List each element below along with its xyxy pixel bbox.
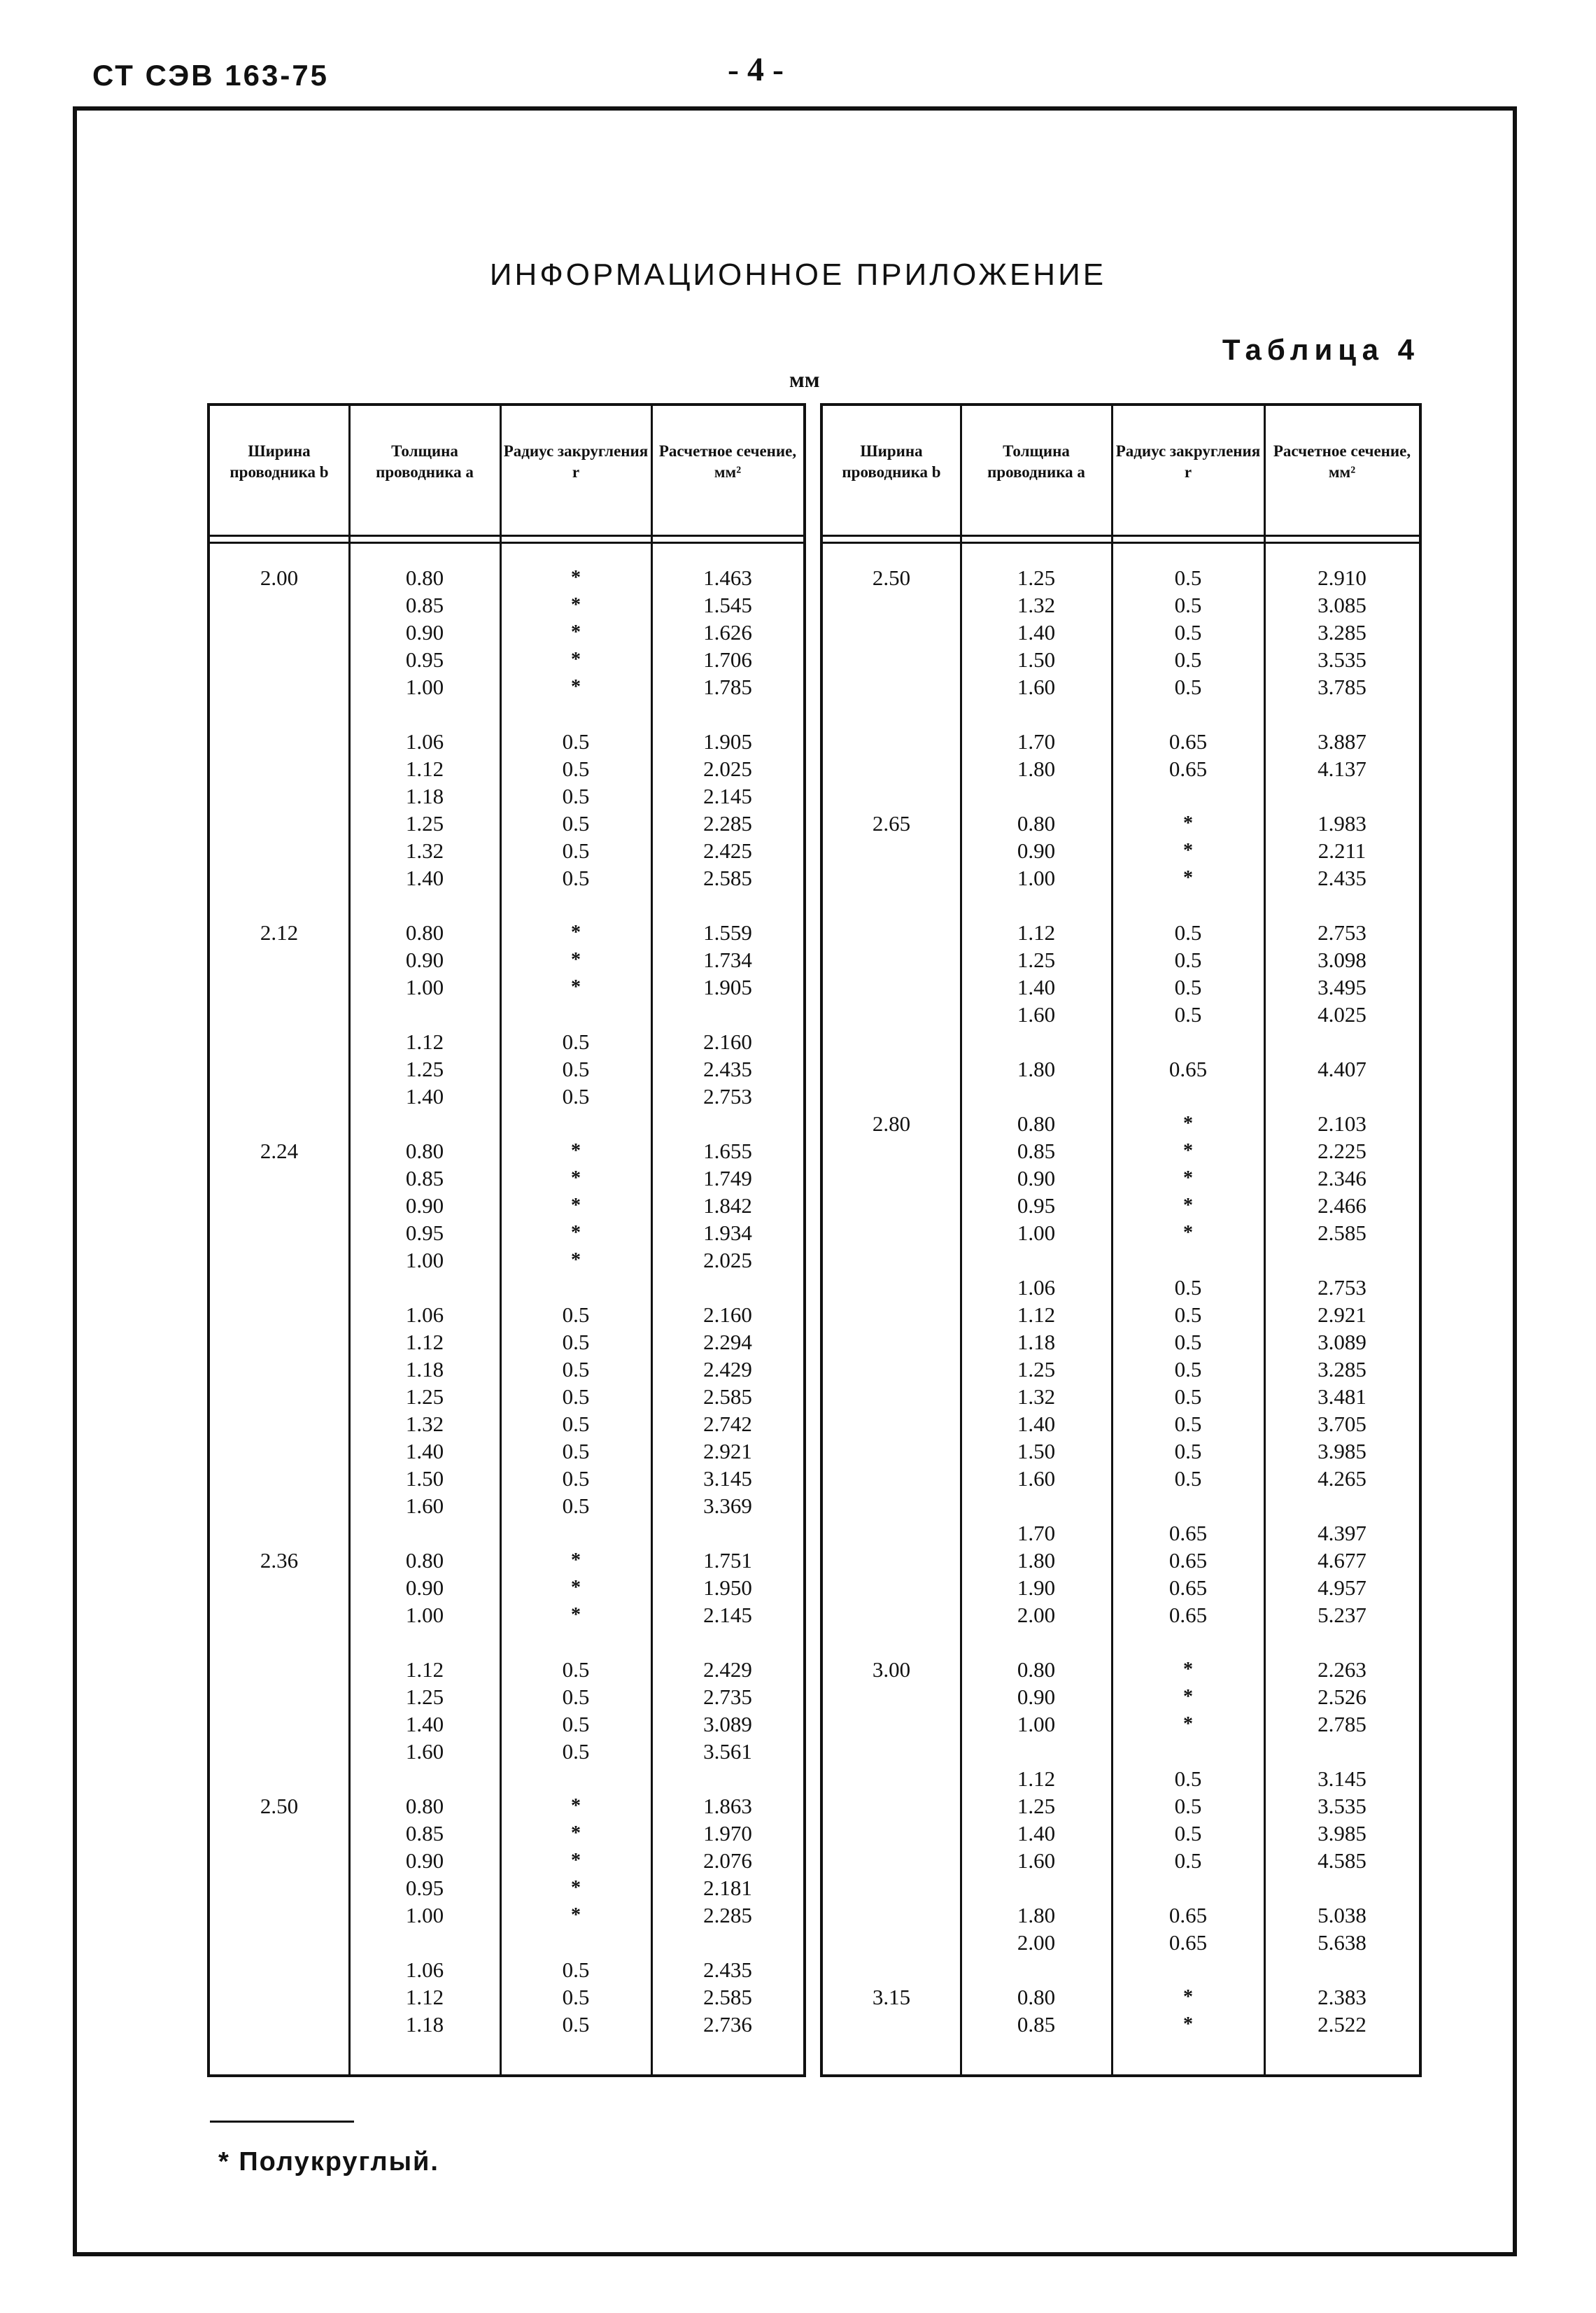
table-cell: 1.06 — [405, 1957, 444, 1982]
table-cell: 0.5 — [562, 1357, 590, 1382]
table-cell: 1.18 — [405, 1357, 444, 1382]
table-cell: 1.12 — [405, 1985, 444, 2009]
table-cell: 3.535 — [1318, 1794, 1367, 1818]
table-cell: 0.5 — [562, 1302, 590, 1327]
table-cell: 2.435 — [703, 1957, 752, 1982]
table-cell: 0.5 — [1174, 593, 1202, 617]
table-cell: 1.80 — [1017, 1057, 1056, 1081]
table-cell: * — [571, 1222, 581, 1244]
table-cell: 0.65 — [1168, 1521, 1208, 1545]
header-width: Ширина проводника b — [229, 442, 329, 481]
footnote-rule — [210, 2121, 354, 2123]
table-cell: 0.5 — [1174, 1848, 1202, 1873]
header-rule — [823, 542, 1419, 544]
table-cell: 0.5 — [562, 1057, 590, 1081]
table-cell: 0.5 — [562, 866, 590, 890]
table-cell: 2.921 — [703, 1439, 752, 1463]
table-cell: 0.80 — [1017, 1985, 1056, 2009]
table-cell: 1.18 — [1017, 1330, 1056, 1354]
table-cell: * — [571, 1877, 581, 1899]
table-cell: 0.5 — [562, 811, 590, 836]
table-cell: 0.5 — [1174, 1821, 1202, 1846]
table-cell: 2.076 — [703, 1848, 752, 1873]
table-cell: 1.32 — [1017, 593, 1056, 617]
table-cell: 2.435 — [703, 1057, 752, 1081]
table-cell: 0.5 — [562, 1384, 590, 1409]
table-cell: 1.70 — [1017, 729, 1056, 754]
table-cell: 1.12 — [405, 1657, 444, 1682]
table-cell: 0.5 — [562, 729, 590, 754]
table-cell: 2.00 — [260, 565, 299, 590]
table-cell: 2.65 — [872, 811, 911, 836]
table-cell: 1.983 — [1318, 811, 1367, 836]
table-cell: 1.06 — [405, 1302, 444, 1327]
table-cell: 0.85 — [405, 593, 444, 617]
table-cell: 2.736 — [703, 2012, 752, 2037]
table-cell: * — [571, 1577, 581, 1598]
table-cell: 4.025 — [1318, 1002, 1367, 1027]
table-cell: 1.80 — [1017, 1548, 1056, 1573]
table-cell: 0.90 — [405, 948, 444, 972]
table-cell: 1.40 — [1017, 620, 1056, 645]
table-cell: 4.407 — [1318, 1057, 1367, 1081]
table-cell: 0.5 — [562, 2012, 590, 2037]
table-cell: 0.90 — [1017, 1685, 1056, 1709]
table-cell: 1.25 — [405, 1057, 444, 1081]
table-cell: 3.985 — [1318, 1439, 1367, 1463]
table-cell: 0.5 — [562, 1985, 590, 2009]
table-cell: 1.12 — [405, 1029, 444, 1054]
table-cell: 0.90 — [405, 1848, 444, 1873]
table-cell: 2.910 — [1318, 565, 1367, 590]
table-cell: 1.90 — [1017, 1575, 1056, 1600]
table-cell: 0.5 — [1174, 1466, 1202, 1491]
table-cell: * — [1183, 1222, 1193, 1244]
table-cell: 3.705 — [1318, 1412, 1367, 1436]
table-cell: 1.25 — [1017, 948, 1056, 972]
table-cell: 1.40 — [405, 866, 444, 890]
table-cell: * — [571, 621, 581, 643]
table-left — [207, 403, 806, 2077]
table-cell: 1.00 — [1017, 1221, 1056, 1245]
table-cell: 2.80 — [872, 1111, 911, 1136]
table-cell: 3.15 — [872, 1985, 911, 2009]
table-cell: 0.5 — [562, 1439, 590, 1463]
table-cell: 3.085 — [1318, 593, 1367, 617]
table-cell: 2.160 — [703, 1302, 752, 1327]
table-cell: 0.80 — [405, 1794, 444, 1818]
table-cell: 0.90 — [405, 620, 444, 645]
table-cell: 1.12 — [1017, 1302, 1056, 1327]
table-cell: 1.06 — [405, 729, 444, 754]
table-cell: 0.80 — [1017, 811, 1056, 836]
table-cell: 2.103 — [1318, 1111, 1367, 1136]
table-cell: 0.65 — [1168, 1930, 1208, 1955]
table-cell: 2.294 — [703, 1330, 752, 1354]
table-cell: 1.905 — [703, 729, 752, 754]
table-cell: 4.137 — [1318, 757, 1367, 781]
table-cell: 1.60 — [1017, 1466, 1056, 1491]
header-width: Ширина проводника b — [842, 442, 941, 481]
table-cell: 0.5 — [1174, 1302, 1202, 1327]
table-cell: 0.5 — [1174, 1766, 1202, 1791]
table-cell: 2.585 — [703, 866, 752, 890]
table-cell: 1.905 — [703, 975, 752, 999]
table-cell: 1.60 — [1017, 1002, 1056, 1027]
unit-label: мм — [789, 367, 820, 392]
table-cell: 3.561 — [703, 1739, 752, 1764]
table-cell: 2.181 — [703, 1876, 752, 1900]
table-cell: 0.5 — [562, 784, 590, 808]
table-cell: 1.25 — [405, 811, 444, 836]
table-cell: 1.40 — [405, 1439, 444, 1463]
table-cell: 2.585 — [703, 1384, 752, 1409]
table-cell: 3.145 — [703, 1466, 752, 1491]
standard-code: СТ СЭВ 163-75 — [92, 59, 330, 92]
table-cell: 3.098 — [1318, 948, 1367, 972]
table-cell: 3.535 — [1318, 647, 1367, 672]
table-cell: 0.5 — [562, 1493, 590, 1518]
table-cell: 3.145 — [1318, 1766, 1367, 1791]
table-cell: 1.00 — [405, 1248, 444, 1272]
table-cell: 1.80 — [1017, 757, 1056, 781]
table-cell: 0.5 — [1174, 1794, 1202, 1818]
table-cell: 3.00 — [872, 1657, 911, 1682]
table-cell: * — [571, 676, 581, 698]
table-cell: 3.089 — [703, 1712, 752, 1736]
table-cell: * — [571, 649, 581, 670]
table-cell: * — [571, 1167, 581, 1189]
table-cell: 1.60 — [1017, 1848, 1056, 1873]
table-cell: 1.50 — [1017, 1439, 1056, 1463]
table-cell: 1.60 — [405, 1739, 444, 1764]
table-cell: 2.435 — [1318, 866, 1367, 890]
table-cell: 1.00 — [405, 1903, 444, 1927]
table-cell: 1.40 — [405, 1712, 444, 1736]
table-cell: 4.265 — [1318, 1466, 1367, 1491]
table-cell: 2.753 — [703, 1084, 752, 1109]
table-cell: 1.40 — [1017, 975, 1056, 999]
table-cell: 0.5 — [1174, 647, 1202, 672]
table-cell: 1.60 — [1017, 675, 1056, 699]
header-radius: Радиус закругления r — [1115, 442, 1261, 481]
table-cell: 0.5 — [1174, 975, 1202, 999]
appendix-title: ИНФОРМАЦИОННОЕ ПРИЛОЖЕНИЕ — [489, 258, 1107, 292]
table-cell: 5.237 — [1318, 1603, 1367, 1627]
table-cell: 4.585 — [1318, 1848, 1367, 1873]
header-thickness: Толщина проводника a — [376, 442, 474, 481]
table-cell: 1.32 — [1017, 1384, 1056, 1409]
table-cell: 2.285 — [703, 1903, 752, 1927]
table-cell: 1.80 — [1017, 1903, 1056, 1927]
table-cell: 2.921 — [1318, 1302, 1367, 1327]
table-cell: 1.950 — [703, 1575, 752, 1600]
table-cell: 0.5 — [1174, 1384, 1202, 1409]
table-cell: 5.038 — [1318, 1903, 1367, 1927]
table-cell: 0.5 — [562, 1657, 590, 1682]
table-cell: * — [571, 567, 581, 589]
table-cell: 1.12 — [405, 757, 444, 781]
table-cell: 1.751 — [703, 1548, 752, 1573]
header-section: Расчетное сечение, мм² — [1273, 442, 1411, 481]
table-cell: 1.734 — [703, 948, 752, 972]
table-cell: 0.5 — [1174, 1357, 1202, 1382]
table-cell: 0.80 — [405, 920, 444, 945]
table-cell: 0.5 — [562, 838, 590, 863]
table-cell: * — [1183, 1713, 1193, 1735]
header-rule — [823, 535, 1419, 537]
table-cell: 0.5 — [562, 1739, 590, 1764]
table-cell: 0.65 — [1168, 1903, 1208, 1927]
table-cell: 1.18 — [405, 784, 444, 808]
table-cell: 3.785 — [1318, 675, 1367, 699]
table-cell: 0.5 — [1174, 1412, 1202, 1436]
table-cell: 0.95 — [405, 1876, 444, 1900]
table-cell: 0.5 — [1174, 1439, 1202, 1463]
table-cell: 0.5 — [562, 1029, 590, 1054]
table-cell: * — [1183, 813, 1193, 834]
table-cell: 1.00 — [1017, 866, 1056, 890]
table-cell: 4.957 — [1318, 1575, 1367, 1600]
table-cell: * — [571, 1850, 581, 1871]
table-cell: 2.526 — [1318, 1685, 1367, 1709]
page-number: - 4 - — [728, 51, 784, 88]
table-cell: 3.285 — [1318, 1357, 1367, 1382]
table-cell: 1.00 — [405, 675, 444, 699]
table-cell: * — [571, 1549, 581, 1571]
table-cell: 1.00 — [1017, 1712, 1056, 1736]
table-cell: 2.753 — [1318, 920, 1367, 945]
table-cell: 1.970 — [703, 1821, 752, 1846]
table-cell: 0.85 — [1017, 1139, 1056, 1163]
table-cell: * — [1183, 840, 1193, 862]
table-cell: 0.5 — [1174, 1330, 1202, 1354]
table-cell: 1.934 — [703, 1221, 752, 1245]
table-cell: 1.00 — [405, 1603, 444, 1627]
table-cell: * — [1183, 1195, 1193, 1216]
table-cell: 0.85 — [1017, 2012, 1056, 2037]
table-cell: 0.5 — [1174, 675, 1202, 699]
table-cell: 0.65 — [1168, 757, 1208, 781]
table-cell: 1.25 — [1017, 565, 1056, 590]
table-cell: 1.785 — [703, 675, 752, 699]
table-cell: 1.863 — [703, 1794, 752, 1818]
table-cell: 0.95 — [1017, 1193, 1056, 1218]
table-cell: 1.12 — [405, 1330, 444, 1354]
table-cell: 0.90 — [405, 1193, 444, 1218]
table-cell: 2.00 — [1017, 1930, 1056, 1955]
table-cell: 0.85 — [405, 1166, 444, 1190]
table-cell: 2.585 — [703, 1985, 752, 2009]
table-cell: 0.5 — [562, 1412, 590, 1436]
table-cell: 0.95 — [405, 647, 444, 672]
table-cell: * — [571, 1822, 581, 1844]
table-cell: 0.5 — [1174, 1002, 1202, 1027]
table-cell: 2.50 — [872, 565, 911, 590]
table-cell: 1.25 — [1017, 1794, 1056, 1818]
table-cell: 0.80 — [405, 565, 444, 590]
table-cell: 2.12 — [260, 920, 299, 945]
table-cell: 2.753 — [1318, 1275, 1367, 1300]
table-cell: 2.025 — [703, 757, 752, 781]
table-cell: 1.626 — [703, 620, 752, 645]
table-cell: 3.285 — [1318, 620, 1367, 645]
table-cell: * — [571, 1249, 581, 1271]
table-cell: 1.50 — [405, 1466, 444, 1491]
table-cell: * — [571, 949, 581, 971]
table-cell: 1.60 — [405, 1493, 444, 1518]
table-cell: * — [571, 1195, 581, 1216]
table-cell: 3.985 — [1318, 1821, 1367, 1846]
table-cell: 0.5 — [562, 757, 590, 781]
table-cell: 0.5 — [562, 1466, 590, 1491]
table-cell: * — [1183, 1986, 1193, 2008]
table-cell: * — [571, 594, 581, 616]
table-cell: 2.429 — [703, 1657, 752, 1682]
table-cell: 2.24 — [260, 1139, 299, 1163]
table-cell: 3.481 — [1318, 1384, 1367, 1409]
table-cell: 1.32 — [405, 838, 444, 863]
table-cell: 1.463 — [703, 565, 752, 590]
table-cell: 0.90 — [405, 1575, 444, 1600]
table-cell: 1.25 — [1017, 1357, 1056, 1382]
table-cell: 1.32 — [405, 1412, 444, 1436]
table-cell: 1.40 — [1017, 1412, 1056, 1436]
table-cell: 2.522 — [1318, 2012, 1367, 2037]
table-cell: 1.06 — [1017, 1275, 1056, 1300]
table-cell: 4.677 — [1318, 1548, 1367, 1573]
table-cell: 1.559 — [703, 920, 752, 945]
header-thickness: Толщина проводника a — [987, 442, 1085, 481]
table-cell: 2.785 — [1318, 1712, 1367, 1736]
table-cell: 0.5 — [562, 1712, 590, 1736]
table-cell: 0.65 — [1168, 729, 1208, 754]
table-cell: * — [1183, 1167, 1193, 1189]
table-cell: * — [1183, 1659, 1193, 1680]
table-right — [820, 403, 1422, 2077]
table-cell: * — [1183, 1686, 1193, 1708]
table-cell: 2.383 — [1318, 1985, 1367, 2009]
footnote: * Полукруглый. — [218, 2147, 439, 2177]
table-cell: 0.5 — [1174, 948, 1202, 972]
table-cell: 2.346 — [1318, 1166, 1367, 1190]
table-cell: 2.735 — [703, 1685, 752, 1709]
table-cell: 1.655 — [703, 1139, 752, 1163]
table-cell: 0.80 — [1017, 1111, 1056, 1136]
table-cell: 1.00 — [405, 975, 444, 999]
table-cell: * — [1183, 2013, 1193, 2035]
table-cell: 2.211 — [1318, 838, 1367, 863]
table-cell: 1.749 — [703, 1166, 752, 1190]
table-cell: 0.85 — [405, 1821, 444, 1846]
table-cell: 3.887 — [1318, 729, 1367, 754]
table-cell: 0.65 — [1168, 1548, 1208, 1573]
header-section: Расчетное сечение, мм² — [658, 442, 797, 481]
table-cell: 2.742 — [703, 1412, 752, 1436]
table-cell: 0.5 — [1174, 565, 1202, 590]
table-cell: 0.90 — [1017, 1166, 1056, 1190]
table-cell: 2.145 — [703, 784, 752, 808]
table-cell: 3.369 — [703, 1493, 752, 1518]
table-cell: 1.50 — [1017, 647, 1056, 672]
table-cell: 2.160 — [703, 1029, 752, 1054]
table-cell: 4.397 — [1318, 1521, 1367, 1545]
table-cell: 2.425 — [703, 838, 752, 863]
table-cell: 1.25 — [405, 1384, 444, 1409]
table-cell: 1.40 — [1017, 1821, 1056, 1846]
table-cell: 2.285 — [703, 811, 752, 836]
table-cell: 2.263 — [1318, 1657, 1367, 1682]
table-cell: 1.40 — [405, 1084, 444, 1109]
table-cell: 0.80 — [405, 1548, 444, 1573]
table-cell: 2.429 — [703, 1357, 752, 1382]
table-cell: 0.5 — [1174, 1275, 1202, 1300]
table-cell: 0.80 — [405, 1139, 444, 1163]
table-cell: 0.5 — [1174, 620, 1202, 645]
table-cell: 0.5 — [562, 1084, 590, 1109]
table-cell: 1.842 — [703, 1193, 752, 1218]
table-cell: * — [1183, 1113, 1193, 1134]
header-rule — [210, 535, 803, 537]
table-cell: 1.25 — [405, 1685, 444, 1709]
table-label: Таблица 4 — [1222, 333, 1420, 366]
table-cell: 0.5 — [1174, 920, 1202, 945]
table-cell: 1.18 — [405, 2012, 444, 2037]
table-cell: 0.5 — [562, 1685, 590, 1709]
table-cell: * — [571, 922, 581, 943]
table-cell: 0.65 — [1168, 1603, 1208, 1627]
table-cell: * — [571, 1140, 581, 1162]
table-cell: 0.5 — [562, 1957, 590, 1982]
table-cell: * — [571, 1904, 581, 1926]
table-cell: 1.70 — [1017, 1521, 1056, 1545]
header-rule — [210, 542, 803, 544]
table-cell: 2.145 — [703, 1603, 752, 1627]
table-cell: 0.90 — [1017, 838, 1056, 863]
table-cell: 5.638 — [1318, 1930, 1367, 1955]
table-cell: 0.95 — [405, 1221, 444, 1245]
table-cell: 1.706 — [703, 647, 752, 672]
table-cell: * — [1183, 1140, 1193, 1162]
table-cell: 2.225 — [1318, 1139, 1367, 1163]
table-cell: * — [571, 1795, 581, 1817]
table-cell: 0.65 — [1168, 1057, 1208, 1081]
header-radius: Радиус закругления r — [503, 442, 649, 481]
table-cell: 2.00 — [1017, 1603, 1056, 1627]
table-cell: * — [1183, 867, 1193, 889]
table-cell: 1.12 — [1017, 920, 1056, 945]
table-cell: 1.12 — [1017, 1766, 1056, 1791]
table-cell: 3.089 — [1318, 1330, 1367, 1354]
table-cell: 0.65 — [1168, 1575, 1208, 1600]
table-cell: 3.495 — [1318, 975, 1367, 999]
table-cell: 2.50 — [260, 1794, 299, 1818]
table-cell: 1.545 — [703, 593, 752, 617]
table-cell: 2.025 — [703, 1248, 752, 1272]
table-cell: 2.466 — [1318, 1193, 1367, 1218]
table-cell: 2.36 — [260, 1548, 299, 1573]
table-cell: * — [571, 1604, 581, 1626]
table-cell: 2.585 — [1318, 1221, 1367, 1245]
table-cell: 0.5 — [562, 1330, 590, 1354]
table-cell: 0.80 — [1017, 1657, 1056, 1682]
table-cell: * — [571, 976, 581, 998]
